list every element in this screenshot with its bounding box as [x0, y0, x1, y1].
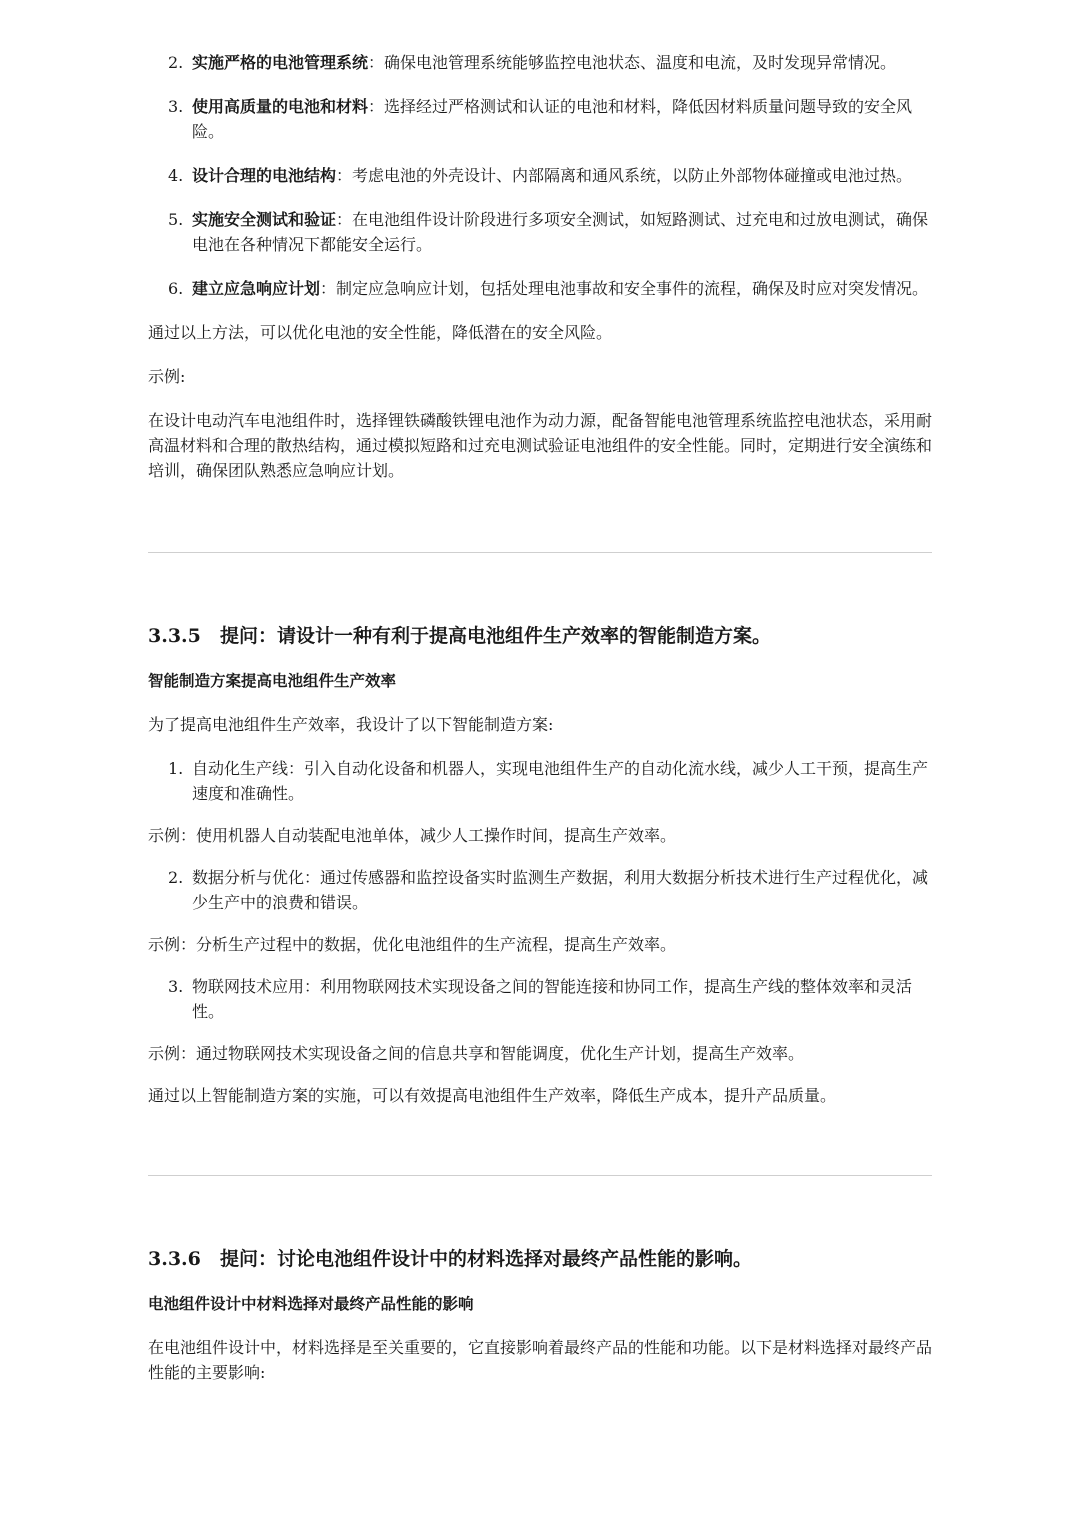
example-line: 示例：使用机器人自动装配电池单体，减少人工操作时间，提高生产效率。: [148, 826, 677, 845]
manufacturing-list-3: [148, 974, 932, 1024]
list-number: 2.: [168, 868, 184, 887]
conclusion-paragraph: 通过以上智能制造方案的实施，可以有效提高电池组件生产效率，降低生产成本，提升产品质量。: [148, 1086, 837, 1105]
list-item-heading: 建立应急响应计划: [192, 279, 321, 298]
manufacturing-list-2: [148, 865, 932, 915]
example-paragraph: 在设计电动汽车电池组件时，选择锂铁磷酸铁锂电池作为动力源，配备智能电池管理系统监控电池状态，采用耐高温材料和合理的散热结构，通过模拟短路和过充电测试验证电池组件的安全性能。同时，定期进行安全演练和培训，确保团队熟悉应急响应计划。: [148, 411, 933, 480]
subsection-title: 智能制造方案提高电池组件生产效率: [148, 671, 397, 690]
list-item: [148, 94, 932, 144]
list-item: [148, 207, 932, 257]
list-number: 3.: [168, 977, 184, 996]
summary-paragraph: 通过以上方法，可以优化电池的安全性能，降低潜在的安全风险。: [148, 323, 613, 342]
list-item-text: ：选择经过严格测试和认证的电池和材料，降低因材料质量问题导致的安全风险。: [192, 97, 913, 141]
list-item-text: ：考虑电池的外壳设计、内部隔离和通风系统，以防止外部物体碰撞或电池过热。: [336, 166, 913, 185]
example-line: 示例：分析生产过程中的数据，优化电池组件的生产流程，提高生产效率。: [148, 935, 677, 954]
safety-measures-list: [148, 50, 932, 301]
section-heading-3-3-5: [148, 623, 932, 649]
list-item: [148, 163, 932, 188]
list-item: [148, 865, 932, 915]
list-item: [148, 50, 932, 75]
list-item-text: 自动化生产线：引入自动化设备和机器人，实现电池组件生产的自动化流水线，减少人工干预，提高生产速度和准确性。: [192, 759, 929, 803]
intro-paragraph: 在电池组件设计中，材料选择是至关重要的，它直接影响着最终产品的性能和功能。以下是材料选择对最终产品性能的主要影响:: [148, 1338, 933, 1382]
list-number: 5.: [168, 210, 184, 229]
list-item-text: ：确保电池管理系统能够监控电池状态、温度和电流，及时发现异常情况。: [368, 53, 897, 72]
manufacturing-list-1: [148, 756, 932, 806]
section-number: 3.3.5: [148, 625, 201, 647]
subsection-title: 电池组件设计中材料选择对最终产品性能的影响: [148, 1294, 474, 1313]
section-number: 3.3.6: [148, 1248, 201, 1270]
list-item-text: 物联网技术应用：利用物联网技术实现设备之间的智能连接和协同工作，提高生产线的整体效率和灵活性。: [192, 977, 913, 1021]
list-item-text: 数据分析与优化：通过传感器和监控设备实时监测生产数据，利用大数据分析技术进行生产过程优化，减少生产中的浪费和错误。: [192, 868, 929, 912]
list-item: [148, 974, 932, 1024]
document-page: [148, 50, 932, 1404]
list-item-heading: 设计合理的电池结构: [192, 166, 337, 185]
section-title: 提问：请设计一种有利于提高电池组件生产效率的智能制造方案。: [220, 625, 772, 647]
list-item: [148, 756, 932, 806]
list-item-text: ：在电池组件设计阶段进行多项安全测试，如短路测试、过充电和过放电测试，确保电池在各种情况下都能安全运行。: [192, 210, 929, 254]
list-number: 3.: [168, 97, 184, 116]
list-number: 1.: [168, 759, 184, 778]
list-number: 4.: [168, 166, 184, 185]
list-item-heading: 使用高质量的电池和材料: [192, 97, 369, 116]
list-item: [148, 276, 932, 301]
example-line: 示例：通过物联网技术实现设备之间的信息共享和智能调度，优化生产计划，提高生产效率。: [148, 1044, 805, 1063]
section-heading-3-3-6: [148, 1246, 932, 1272]
list-number: 6.: [168, 279, 184, 298]
intro-paragraph: 为了提高电池组件生产效率，我设计了以下智能制造方案:: [148, 715, 554, 734]
list-item-heading: 实施严格的电池管理系统: [192, 53, 369, 72]
list-item-text: ：制定应急响应计划，包括处理电池事故和安全事件的流程，确保及时应对突发情况。: [320, 279, 929, 298]
list-number: 2.: [168, 53, 184, 72]
list-item-heading: 实施安全测试和验证: [192, 210, 337, 229]
section-title: 提问：讨论电池组件设计中的材料选择对最终产品性能的影响。: [220, 1248, 753, 1270]
example-label: 示例:: [148, 367, 186, 386]
